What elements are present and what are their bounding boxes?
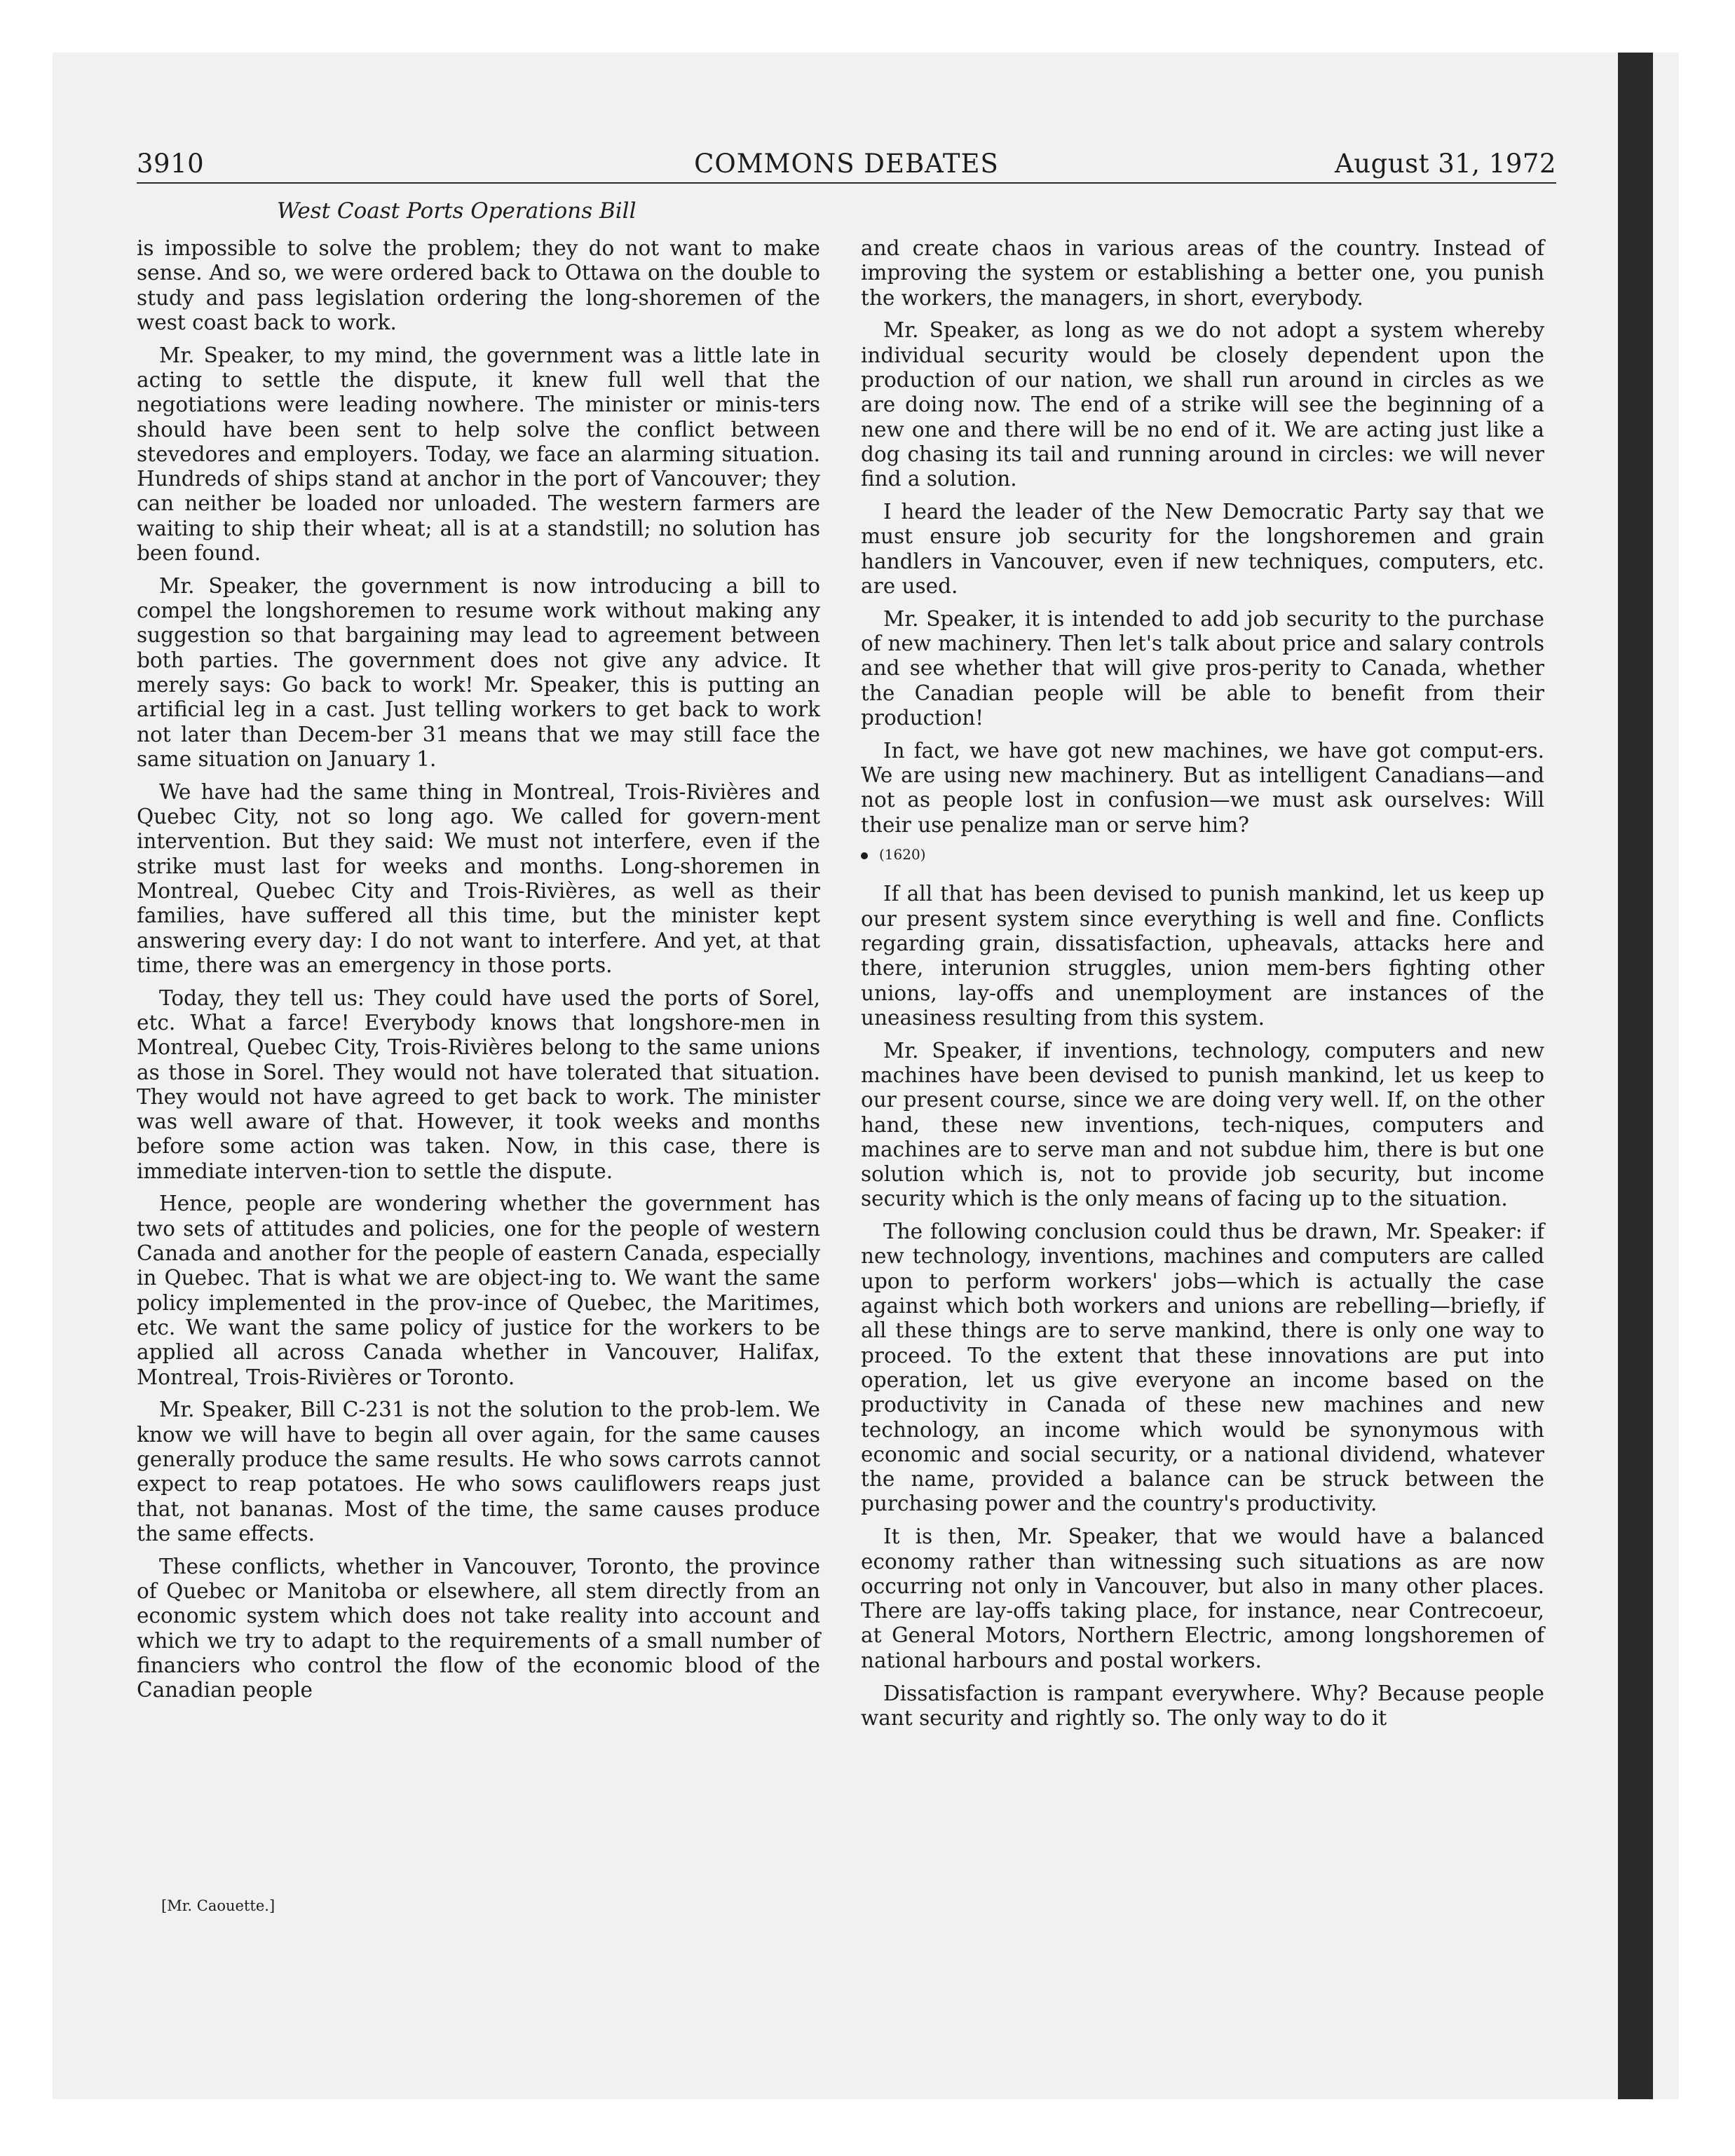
scan-edge-bar bbox=[1618, 53, 1653, 2099]
left-column bbox=[137, 236, 820, 1711]
paragraph: Mr. Speaker, as long as we do not adopt a system whereby individual security would be closely dependent upon the production of our nation, we shall run around in circles as we are doing now. The end of a strike will see the beginning of a new one and there will be no end of it. We are acting just like a dog chasing its tail and running around in circles: we will never find a solution. bbox=[861, 318, 1544, 491]
paragraph: The following conclusion could thus be drawn, Mr. Speaker: if new technology, inventions, machines and computers are called upon to perform workers' jobs—which is actually the case against which both workers and unions are rebelling—briefly, if all these things are to serve mankind, there is only one way to proceed. To the extent that these innovations are put into operation, let us give everyone an income based on the productivity in Canada of these new machines and new technology, an income which would be synonymous with economic and social security, or a national dividend, whatever the name, provided a balance can be struck between the purchasing power and the country's productivity. bbox=[861, 1220, 1544, 1516]
paragraph: These conflicts, whether in Vancouver, Toronto, the province of Quebec or Manitoba or elsewhere, all stem directly from an economic system which does not take reality into account and which we try to adapt to the requirements of a small number of financiers who control the flow of the economic blood of the Canadian people bbox=[137, 1554, 820, 1703]
time-marker-text: (1620) bbox=[879, 846, 926, 864]
bullet-icon bbox=[861, 852, 868, 859]
time-marker bbox=[861, 845, 1544, 864]
paragraph: Mr. Speaker, Bill C-231 is not the solution to the prob-lem. We know we will have to begin all over again, for the same causes generally produce the same results. He who sows carrots cannot expect to reap potatoes. He who sows cauliflowers reaps just that, not bananas. Most of the time, the same causes produce the same effects. bbox=[137, 1398, 820, 1546]
page-number: 3910 bbox=[137, 149, 205, 179]
paragraph: We have had the same thing in Montreal, Trois-Rivières and Quebec City, not so long ago. We called for govern-ment intervention. But they said: We must not interfere, even if the strike must last for weeks and months. Long-shoremen in Montreal, Quebec City and Trois-Rivières, as well as their families, have suffered all this time, but the minister kept answering every day: I do not want to interfere. And yet, at that time, there was an emergency in those ports. bbox=[137, 779, 820, 977]
paragraph: It is then, Mr. Speaker, that we would have a balanced economy rather than witnessing such situations as are now occurring not only in Vancouver, but also in many other places. There are lay-offs taking place, for instance, near Contrecoeur, at General Motors, Northern Electric, among longshoremen of national harbours and postal workers. bbox=[861, 1524, 1544, 1672]
paragraph: Today, they tell us: They could have used the ports of Sorel, etc. What a farce! Everybody knows that longshore-men in Montreal, Quebec City, Trois-Rivières belong to the same unions as those in Sorel. They would not have tolerated that situation. They would not have agreed to get back to work. The minister was well aware of that. However, it took weeks and months before some action was taken. Now, in this case, there is immediate interven-tion to settle the dispute. bbox=[137, 985, 820, 1183]
paragraph: If all that has been devised to punish mankind, let us keep up our present system since everything is well and fine. Conflicts regarding grain, dissatisfaction, upheavals, attacks here and there, interunion struggles, union mem-bers fighting other unions, lay-offs and unemployment are instances of the uneasiness resulting from this system. bbox=[861, 882, 1544, 1030]
paragraph: In fact, we have got new machines, we have got comput-ers. We are using new machinery. But as intelligent Canadians—and not as people lost in confusion—we must ask ourselves: Will their use penalize man or serve him? bbox=[861, 738, 1544, 837]
paragraph: Hence, people are wondering whether the government has two sets of attitudes and policies, one for the people of western Canada and another for the people of eastern Canada, especially in Quebec. That is what we are object-ing to. We want the same policy implemented in the prov-ince of Quebec, the Maritimes, etc. We want the same policy of justice for the workers to be applied all across Canada whether in Vancouver, Halifax, Montreal, Trois-Rivières or Toronto. bbox=[137, 1192, 820, 1389]
page-header bbox=[137, 149, 1556, 184]
paragraph: I heard the leader of the New Democratic Party say that we must ensure job security for the longshoremen and grain handlers in Vancouver, even if new techniques, computers, etc. are used. bbox=[861, 499, 1544, 598]
paragraph: Mr. Speaker, it is intended to add job security to the purchase of new machinery. Then let's talk about price and salary controls and see whether that will give pros-perity to Canada, whether the Canadian people will be able to benefit from their production! bbox=[861, 606, 1544, 730]
page-date: August 31, 1972 bbox=[1335, 149, 1556, 179]
speaker-note: [Mr. Caouette.] bbox=[161, 1897, 275, 1914]
paragraph: Mr. Speaker, the government is now introducing a bill to compel the longshoremen to resume work without making any suggestion so that bargaining may lead to agreement between both parties. The government does not give any advice. It merely says: Go back to work! Mr. Speaker, this is putting an artificial leg in a cast. Just telling workers to get back to work not later than Decem-ber 31 means that we may still face the same situation on January 1. bbox=[137, 573, 820, 771]
paragraph: and create chaos in various areas of the country. Instead of improving the system or establishing a better one, you punish the workers, the managers, in short, everybody. bbox=[861, 236, 1544, 310]
publication-title: COMMONS DEBATES bbox=[694, 149, 999, 179]
paragraph: is impossible to solve the problem; they do not want to make sense. And so, we were ordered back to Ottawa on the double to study and pass legislation ordering the long-shoremen of the west coast back to work. bbox=[137, 236, 820, 334]
paragraph: Mr. Speaker, to my mind, the government was a little late in acting to settle the dispute, it knew full well that the negotiations were leading nowhere. The minister or minis-ters should have been sent to help solve the conflict between stevedores and employers. Today, we face an alarming situation. Hundreds of ships stand at anchor in the port of Vancouver; they can neither be loaded nor unloaded. The western farmers are waiting to ship their wheat; all is at a standstill; no solution has been found. bbox=[137, 343, 820, 566]
section-title: West Coast Ports Operations Bill bbox=[277, 198, 637, 224]
paragraph: Dissatisfaction is rampant everywhere. Why? Because people want security and rightly so. The only way to do it bbox=[861, 1681, 1544, 1730]
paragraph: Mr. Speaker, if inventions, technology, computers and new machines have been devised to punish mankind, let us keep to our present course, since we are doing very well. If, on the other hand, these new inventions, tech-niques, computers and machines are to serve man and not subdue him, there is but one solution which is, not to provide job security, but income security which is the only means of facing up to the situation. bbox=[861, 1038, 1544, 1211]
right-column bbox=[861, 236, 1544, 1739]
